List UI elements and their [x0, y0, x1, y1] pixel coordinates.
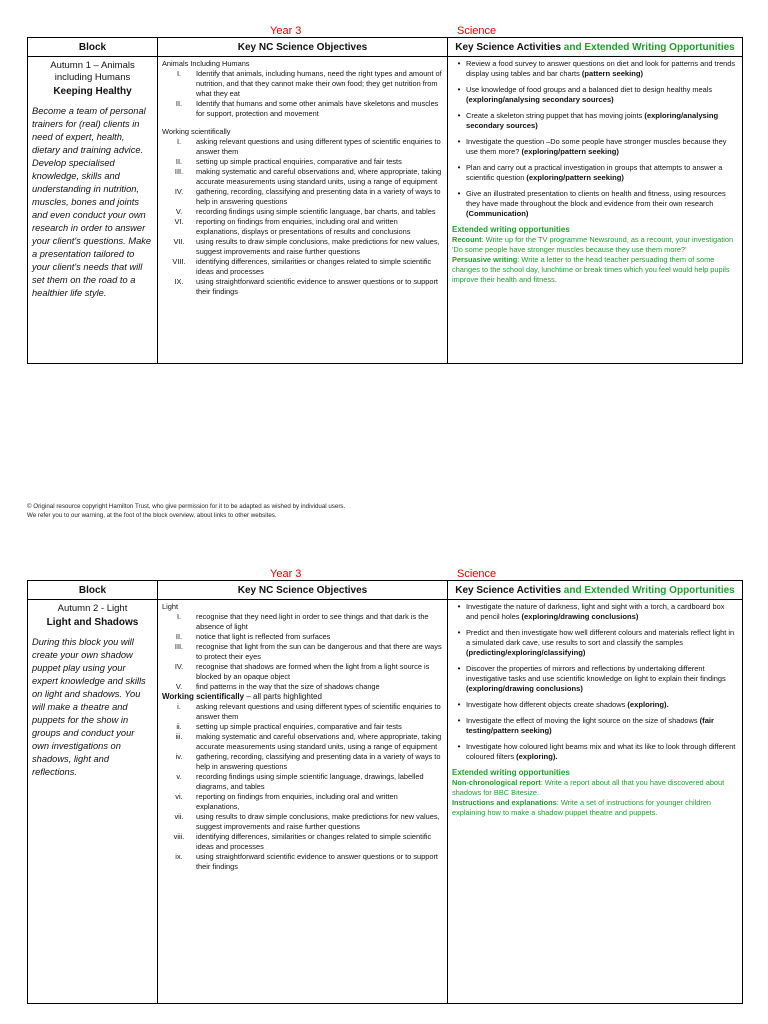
block-cell	[28, 57, 158, 364]
activity-item: • Discover the properties of mirrors and reflections by undertaking different investigative tasks and use scientific knowledge on light to explain their findings (exploring/drawing conclusions)	[452, 664, 738, 694]
year-label: Year 3	[270, 568, 302, 580]
objectives-list	[162, 612, 443, 692]
activity-skill: (exploring/pattern seeking)	[526, 173, 624, 182]
activities-list	[452, 602, 738, 762]
objective-item: IV. recognise that shadows are formed when the light from a light source is blocked by an opaque object	[174, 662, 430, 681]
working-scientifically-list	[162, 137, 443, 297]
working-scientifically-item: IX. using straightforward scientific evidence to answer questions or to support their findings	[174, 277, 438, 296]
objective-item: II. Identify that humans and some other animals have skeletons and muscles for support, protection and movement	[175, 99, 439, 118]
activity-skill: (exploring/analysing secondary sources)	[466, 111, 719, 130]
activities-list	[452, 59, 738, 219]
bullet-icon: •	[457, 664, 461, 673]
copyright-footnote: © Original resource copyright Hamilton Trust, who give permission for it to be adapted as wished by individual users. We refer you to our warning, at the foot of the block overview, about links to other websites.	[27, 503, 346, 519]
bullet-icon: •	[457, 628, 461, 637]
activity-item: • Investigate how coloured light beams mix and what its like to look through different coloured filters (exploring).	[452, 742, 738, 762]
objectives-column-header: Key NC Science Objectives	[158, 38, 448, 57]
bullet-icon: •	[457, 85, 461, 94]
bullet-icon: •	[457, 700, 461, 709]
bullet-icon: •	[457, 137, 461, 146]
working-scientifically-item: III. making systematic and careful observations and, where appropriate, taking accurate measurements using standard units, using a range of equipment	[174, 167, 442, 186]
working-scientifically-item: i. asking relevant questions and using different types of scientific enquiries to answer them	[177, 702, 441, 721]
activities-column-header: Key Science Activities and Extended Writing Opportunities	[448, 581, 743, 600]
objective-item: I. recognise that they need light in order to see things and that dark is the absence of light	[176, 612, 429, 631]
bullet-icon: •	[457, 163, 461, 172]
extended-writing-title: Extended writing opportunities	[452, 225, 570, 234]
working-scientifically-list	[162, 702, 443, 872]
activity-skill: (fair testing/pattern seeking)	[466, 716, 714, 735]
working-scientifically-item: IV. gathering, recording, classifying and presenting data in a variety of ways to help in answering questions	[174, 187, 441, 206]
objectives-cell	[158, 600, 448, 1004]
activities-cell	[448, 57, 743, 364]
working-scientifically-heading: Working scientifically – all parts highlighted	[162, 692, 322, 701]
extended-writing-title: Extended writing opportunities	[452, 768, 570, 777]
activity-item: • Investigate the question –Do some people have stronger muscles because they use them more? (exploring/pattern seeking)	[452, 137, 738, 157]
activity-skill: (exploring).	[627, 700, 669, 709]
subject-label: Science	[457, 568, 497, 580]
objectives-cell	[158, 57, 448, 364]
block-column-header: Block	[28, 38, 158, 57]
extended-writing-item: Instructions and explanations: Write a set of instructions for younger children explaining how to make a shadow puppet theatre and puppets.	[452, 798, 712, 817]
working-scientifically-item: II. setting up simple practical enquiries, comparative and fair tests	[175, 157, 402, 166]
block-title: Light and Shadows	[46, 617, 139, 628]
working-scientifically-item: iv. gathering, recording, classifying and presenting data in a variety of ways to help in answering questions	[175, 752, 441, 771]
block-name: Autumn 1 – Animals including Humans	[50, 60, 135, 83]
activity-item: • Create a skeleton string puppet that has moving joints (exploring/analysing secondary sources)	[452, 111, 738, 131]
block-description: During this block you will create your own shadow puppet play using your expert knowledge and skills on light and shadows. You will make a theatre and puppets for the show in groups and conduct your own investigations on shadows, light and reflections.	[32, 637, 146, 777]
objective-item: III. recognise that light from the sun can be dangerous and that there are ways to protect their eyes	[174, 642, 442, 661]
bullet-icon: •	[457, 602, 461, 611]
block-cell	[28, 600, 158, 1004]
working-scientifically-item: vii. using results to draw simple conclusions, make predictions for new values, suggest improvements and raise further questions	[174, 812, 440, 831]
extended-writing-item: Non-chronological report: Write a report about all that you have discovered about shadows for BBC Bitesize.	[452, 778, 725, 797]
extended-writing-item: Recount: Write up for the TV programme Newsround, as a recount, your investigation 'Do some people have stronger muscles because they use them more?'	[452, 235, 734, 254]
extended-writing	[452, 768, 738, 818]
bullet-icon: •	[457, 716, 461, 725]
working-scientifically-item: V. recording findings using simple scientific language, bar charts, and tables	[175, 207, 436, 216]
year-label: Year 3	[270, 25, 302, 37]
bullet-icon: •	[457, 111, 461, 120]
working-scientifically-heading: Working scientifically	[162, 127, 231, 136]
activity-item: • Plan and carry out a practical investigation in groups that attempts to answer a scientific question (exploring/pattern seeking)	[452, 163, 738, 183]
activity-skill: (exploring/pattern seeking)	[521, 147, 619, 156]
working-scientifically-item: iii. making systematic and careful observations and, where appropriate, taking accurate measurements using standard units, using a range of equipment	[175, 732, 442, 751]
working-scientifically-item: ii. setting up simple practical enquiries, comparative and fair tests	[176, 722, 402, 731]
working-scientifically-item: VII. using results to draw simple conclusions, make predictions for new values, suggest improvements and raise further questions	[173, 237, 440, 256]
activity-skill: (Communication)	[466, 209, 529, 218]
extended-writing	[452, 225, 738, 285]
activity-item: • Give an illustrated presentation to clients on health and fitness, using resources they have made throughout the block and evidence from their own research (Communication)	[452, 189, 738, 219]
subject-label: Science	[457, 25, 497, 37]
extended-writing-item: Persuasive writing: Write a letter to the head teacher persuading them of some changes to the school day, lunchtime or break times which you feel would help pupils improve their health and fitness.	[452, 255, 730, 284]
activity-item: • Review a food survey to answer questions on diet and look for patterns and trends display using tables and bar charts (pattern seeking)	[452, 59, 738, 79]
activity-skill: (exploring).	[516, 752, 558, 761]
activities-column-header: Key Science Activities and Extended Writing Opportunities	[448, 38, 743, 57]
objectives-column-header: Key NC Science Objectives	[158, 581, 448, 600]
bullet-icon: •	[457, 742, 461, 751]
activity-skill: (exploring/drawing conclusions)	[521, 612, 639, 621]
working-scientifically-item: I. asking relevant questions and using different types of scientific enquiries to answer them	[176, 137, 441, 156]
objective-item: II. notice that light is reflected from surfaces	[175, 632, 331, 641]
activity-item: • Investigate the effect of moving the light source on the size of shadows (fair testing/pattern seeking)	[452, 716, 738, 736]
block-title: Keeping Healthy	[53, 86, 132, 97]
activity-skill: (exploring/drawing conclusions)	[466, 684, 583, 693]
objective-item: I. Identify that animals, including humans, need the right types and amount of nutrition, and that they cannot make their own food; they get nutrition from what they eat	[176, 69, 442, 98]
activity-item: • Predict and then investigate how well different colours and materials reflect light in a simulated dark cave, use results to sort and classify the samples (predicting/exploring/classifying)	[452, 628, 738, 658]
activity-skill: (predicting/exploring/classifying)	[466, 648, 586, 657]
block-name: Autumn 2 - Light	[57, 603, 128, 614]
activity-skill: (pattern seeking)	[581, 69, 644, 78]
working-scientifically-item: VIII. identifying differences, similarities or changes related to simple scientific ideas and processes	[172, 257, 432, 276]
working-scientifically-item: v. recording findings using simple scientific language, drawings, labelled diagrams, and tables	[176, 772, 424, 791]
bullet-icon: •	[457, 59, 461, 68]
working-scientifically-item: viii. identifying differences, similarities or changes related to simple scientific ideas and processes	[173, 832, 432, 851]
activities-cell	[448, 600, 743, 1004]
block-column-header: Block	[28, 581, 158, 600]
activity-item: • Use knowledge of food groups and a balanced diet to design healthy meals (exploring/analysing secondary sources)	[452, 85, 738, 105]
working-scientifically-item: ix. using straightforward scientific evidence to answer questions or to support their findings	[175, 852, 438, 871]
activity-skill: (exploring/analysing secondary sources)	[466, 95, 614, 104]
objectives-list	[162, 69, 443, 119]
plan-table	[27, 37, 743, 364]
activity-item: • Investigate the nature of darkness, light and sight with a torch, a cardboard box and pencil holes (exploring/drawing conclusions)	[452, 602, 738, 622]
objectives-heading: Animals Including Humans	[162, 59, 250, 68]
activity-item: • Investigate how different objects create shadows (exploring).	[452, 700, 738, 710]
block-description: Become a team of personal trainers for (real) clients in need of expert, health, dietary and training advice. Develop specialised knowledge, skills and understanding in nutrition, muscles, bones and joints and even conduct your own research in order to answer your client's questions. Make a presentation tailored to your client's needs that will set them on the road to a healthier life style.	[32, 106, 152, 298]
working-scientifically-item: VI. reporting on findings from enquiries, including oral and written explanations, displays or presentations of results and conclusions	[174, 217, 411, 236]
working-scientifically-item: vi. reporting on findings from enquiries, including oral and written explanations,	[175, 792, 398, 811]
plan-table	[27, 580, 743, 1004]
objectives-heading: Light	[162, 602, 179, 611]
bullet-icon: •	[457, 189, 461, 198]
objective-item: V. find patterns in the way that the size of shadows change	[175, 682, 380, 691]
